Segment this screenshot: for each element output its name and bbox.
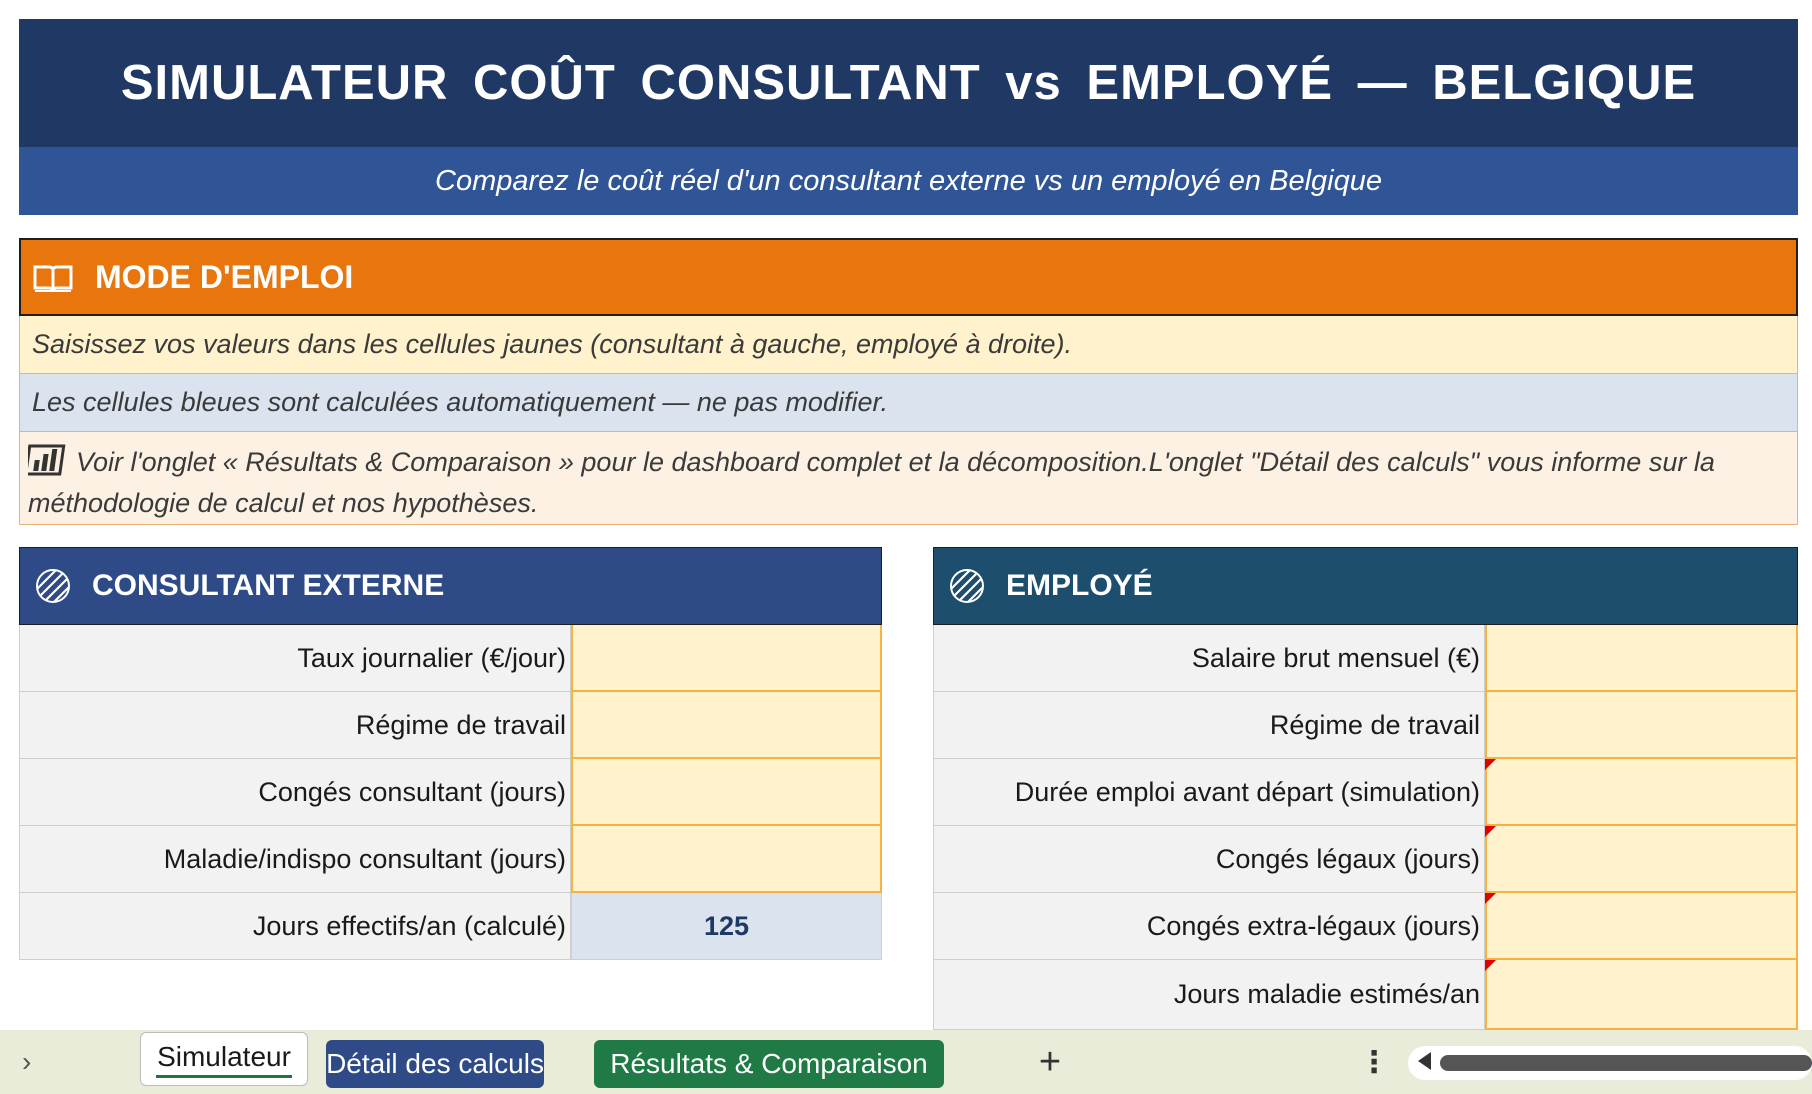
consultant-row-taux	[19, 625, 882, 692]
tab-detail-calculs[interactable]: Détail des calculs	[326, 1040, 544, 1088]
employe-panel-title: EMPLOYÉ	[1006, 569, 1153, 602]
maladie-consultant-input[interactable]	[571, 826, 882, 893]
consultant-panel-header	[19, 547, 882, 625]
field-label: Jours effectifs/an (calculé)	[19, 893, 571, 960]
field-label: Régime de travail	[933, 692, 1485, 759]
comment-indicator-icon	[1485, 759, 1496, 770]
instruction-yellow-cells: Saisissez vos valeurs dans les cellules jaunes (consultant à gauche, employé à droite).	[19, 316, 1798, 374]
consultant-row-conges	[19, 759, 882, 826]
jours-maladie-input[interactable]	[1485, 960, 1798, 1030]
title-banner	[19, 19, 1798, 147]
employe-row-duree	[933, 759, 1798, 826]
taux-journalier-input[interactable]	[571, 625, 882, 692]
bar-chart-icon	[28, 444, 66, 476]
mode-emploi-title: MODE D'EMPLOI	[95, 258, 354, 295]
duree-emploi-input[interactable]	[1485, 759, 1798, 826]
tab-resultats-comparaison[interactable]: Résultats & Comparaison	[594, 1040, 944, 1088]
scroll-left-icon[interactable]	[1418, 1052, 1431, 1070]
conges-consultant-input[interactable]	[571, 759, 882, 826]
field-label: Jours maladie estimés/an	[933, 960, 1485, 1030]
conges-legaux-input[interactable]	[1485, 826, 1798, 893]
employe-row-maladie	[933, 960, 1798, 1030]
field-label: Congés consultant (jours)	[19, 759, 571, 826]
consultant-panel-title: CONSULTANT EXTERNE	[92, 569, 445, 602]
active-tab-indicator	[156, 1075, 292, 1078]
page-title: SIMULATEUR COÛT CONSULTANT vs EMPLOYÉ — BELGIQUE	[120, 56, 1697, 110]
field-label: Congés légaux (jours)	[933, 826, 1485, 893]
scrollbar-thumb[interactable]	[1440, 1055, 1812, 1071]
hatched-circle-icon	[34, 567, 72, 605]
consultant-row-regime	[19, 692, 882, 759]
instruction-tabs	[19, 432, 1798, 525]
conges-extra-legaux-input[interactable]	[1485, 893, 1798, 960]
employe-row-conges-extra	[933, 893, 1798, 960]
field-label: Congés extra-légaux (jours)	[933, 893, 1485, 960]
regime-travail-employe-input[interactable]	[1485, 692, 1798, 759]
comment-indicator-icon	[1485, 960, 1496, 971]
consultant-row-jours-effectifs	[19, 893, 882, 960]
jours-effectifs-value: 125	[571, 893, 882, 960]
comment-indicator-icon	[1485, 826, 1496, 837]
instruction-blue-cells: Les cellules bleues sont calculées automatiquement — ne pas modifier.	[19, 374, 1798, 432]
book-icon	[33, 263, 73, 291]
tab-label: Simulateur	[157, 1040, 291, 1072]
consultant-row-maladie	[19, 826, 882, 893]
page-subtitle: Comparez le coût réel d'un consultant externe vs un employé en Belgique	[435, 164, 1382, 197]
field-label: Taux journalier (€/jour)	[19, 625, 571, 692]
chevron-right-icon[interactable]: ›	[22, 1046, 32, 1077]
more-options-icon[interactable]: ⋮	[1359, 1045, 1389, 1079]
employe-row-regime	[933, 692, 1798, 759]
instruction-tabs-text: Voir l'onglet « Résultats & Comparaison » pour le dashboard complet et la décomposition.L'onglet "Détail des calculs" vous informe sur la méthodologie de calcul et nos hypothèses.	[28, 447, 1715, 518]
field-label: Maladie/indispo consultant (jours)	[19, 826, 571, 893]
add-sheet-icon[interactable]: +	[1038, 1040, 1062, 1083]
salaire-brut-input[interactable]	[1485, 625, 1798, 692]
hatched-circle-icon	[948, 567, 986, 605]
mode-emploi-header	[19, 238, 1798, 316]
field-label: Durée emploi avant départ (simulation)	[933, 759, 1485, 826]
field-label: Salaire brut mensuel (€)	[933, 625, 1485, 692]
employe-row-conges-legaux	[933, 826, 1798, 893]
field-label: Régime de travail	[19, 692, 571, 759]
comment-indicator-icon	[1485, 893, 1496, 904]
tab-simulateur[interactable]	[140, 1032, 308, 1086]
subtitle-banner	[19, 147, 1798, 215]
regime-travail-consultant-input[interactable]	[571, 692, 882, 759]
employe-panel-header	[933, 547, 1798, 625]
employe-row-salaire	[933, 625, 1798, 692]
